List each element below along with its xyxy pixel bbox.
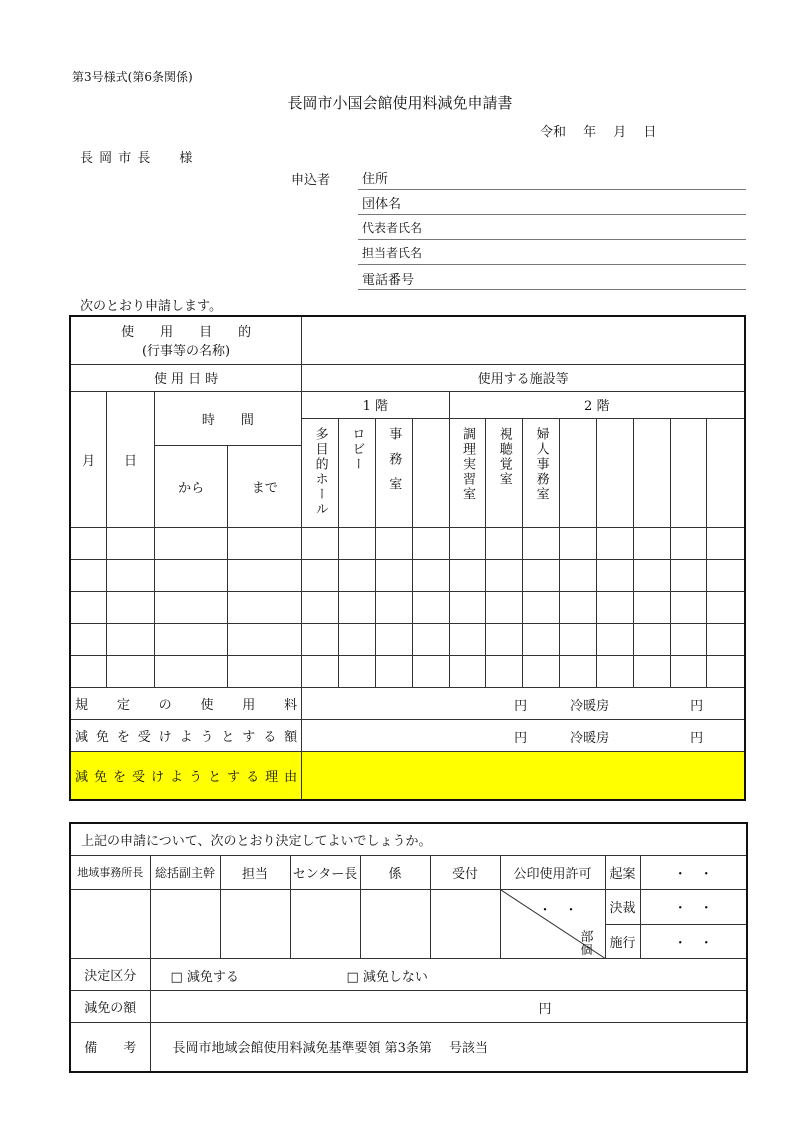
time-header: 時 間: [154, 391, 301, 445]
fee-input[interactable]: [302, 687, 745, 719]
group-name-label: 団体名: [362, 197, 402, 212]
facilities-label: 使用する施設等: [302, 364, 745, 391]
reduce-label: 減免を受けようとする額: [70, 719, 302, 751]
room-lobby: ロビー: [338, 418, 375, 527]
month-header: 月: [70, 391, 107, 527]
role-regional-head: 地域事務所長: [70, 855, 150, 889]
table-row[interactable]: [70, 559, 745, 591]
room-office: 事務室: [375, 418, 412, 527]
reduce-input[interactable]: [302, 719, 745, 751]
reduce-aircon: 冷暖房: [570, 730, 610, 746]
fee-aircon-yen: 円: [690, 698, 704, 714]
remarks-label: 備 考: [70, 1022, 150, 1072]
application-table: [69, 315, 746, 801]
decision-table: [69, 822, 748, 1073]
stamp-center-head[interactable]: [290, 889, 360, 958]
kessai-label: 決裁: [605, 889, 640, 924]
datetime-label: 使 用 日 時: [70, 364, 302, 391]
shiko-date[interactable]: ・ ・: [640, 924, 747, 958]
kessai-date[interactable]: ・ ・: [640, 889, 747, 924]
seal-permission-cell[interactable]: [500, 889, 605, 958]
purpose-sublabel: (行事等の名称): [141, 344, 231, 360]
seal-bu: 部: [580, 929, 594, 945]
purpose-input[interactable]: [302, 316, 745, 364]
option-reduce[interactable]: □ 減免する: [170, 969, 239, 985]
decision-header: 上記の申請について、次のとおり決定してよいでしょうか。: [70, 823, 747, 855]
seal-ko: 個: [580, 942, 593, 957]
person-in-charge-label: 担当者氏名: [362, 246, 423, 260]
table-row[interactable]: [70, 655, 745, 687]
role-reception: 受付: [430, 855, 500, 889]
representative-label: 代表者氏名: [362, 221, 423, 235]
floor2-header: 2 階: [449, 391, 745, 418]
reduce-aircon-yen: 円: [690, 730, 704, 746]
reason-input[interactable]: [302, 751, 745, 800]
room-womens-office: 婦人事務室: [523, 418, 560, 527]
room-cooking: 調理実習室: [449, 418, 486, 527]
reduction-amount-input[interactable]: [150, 990, 747, 1022]
stamp-deputy-chief[interactable]: [150, 889, 220, 958]
day-header: 日: [107, 391, 154, 527]
stamp-in-charge[interactable]: [220, 889, 290, 958]
page-title: 長岡市小国会館使用料減免申請書: [287, 94, 513, 112]
reduce-yen: 円: [514, 730, 528, 746]
seal-dots: ・ ・: [538, 902, 578, 918]
decision-type-options: [150, 958, 747, 990]
role-in-charge: 担当: [220, 855, 290, 889]
form-number: 第3号様式(第6条関係): [72, 70, 193, 84]
address-label: 住所: [362, 172, 389, 187]
to-header: まで: [228, 445, 302, 527]
fee-yen: 円: [514, 698, 528, 714]
purpose-label-cell: [70, 316, 302, 364]
applicant-label: 申込者: [291, 173, 331, 188]
kian-label: 起案: [605, 855, 640, 889]
stamp-reception[interactable]: [430, 889, 500, 958]
reason-label: 減免を受けようとする理由: [70, 751, 302, 800]
amount-yen: 円: [538, 1001, 552, 1017]
stamp-section[interactable]: [360, 889, 430, 958]
table-row[interactable]: [70, 527, 745, 559]
reduction-amount-label: 減免の額: [70, 990, 150, 1022]
date-line: 令和 年 月 日: [540, 125, 657, 140]
floor1-header: 1 階: [302, 391, 449, 418]
remarks-text: 長岡市地域会館使用料減免基準要領 第3条第 号該当: [150, 1022, 747, 1072]
fee-aircon: 冷暖房: [570, 698, 610, 714]
table-row[interactable]: [70, 623, 745, 655]
decision-type-label: 決定区分: [70, 958, 150, 990]
shiko-label: 施行: [605, 924, 640, 958]
purpose-label: 使 用 目 的: [121, 325, 252, 341]
role-deputy-chief: 総括副主幹: [150, 855, 220, 889]
addressee: 長 岡 市 長 様: [80, 151, 194, 166]
role-center-head: センター長: [290, 855, 360, 889]
kian-date[interactable]: ・ ・: [640, 855, 747, 889]
phone-label: 電話番号: [362, 273, 415, 288]
option-no-reduce[interactable]: □ 減免しない: [346, 969, 428, 985]
room-av: 視聴覚室: [486, 418, 523, 527]
role-seal-permission: 公印使用許可: [500, 855, 605, 889]
stamp-regional-head[interactable]: [70, 889, 150, 958]
fee-label: 規定の使用料: [70, 687, 302, 719]
room-blank-1: [412, 418, 449, 527]
table-row[interactable]: [70, 591, 745, 623]
from-header: から: [154, 445, 228, 527]
intro-text: 次のとおり申請します。: [80, 299, 222, 314]
room-multipurpose-hall: 多目的ホール: [302, 418, 339, 527]
role-section: 係: [360, 855, 430, 889]
